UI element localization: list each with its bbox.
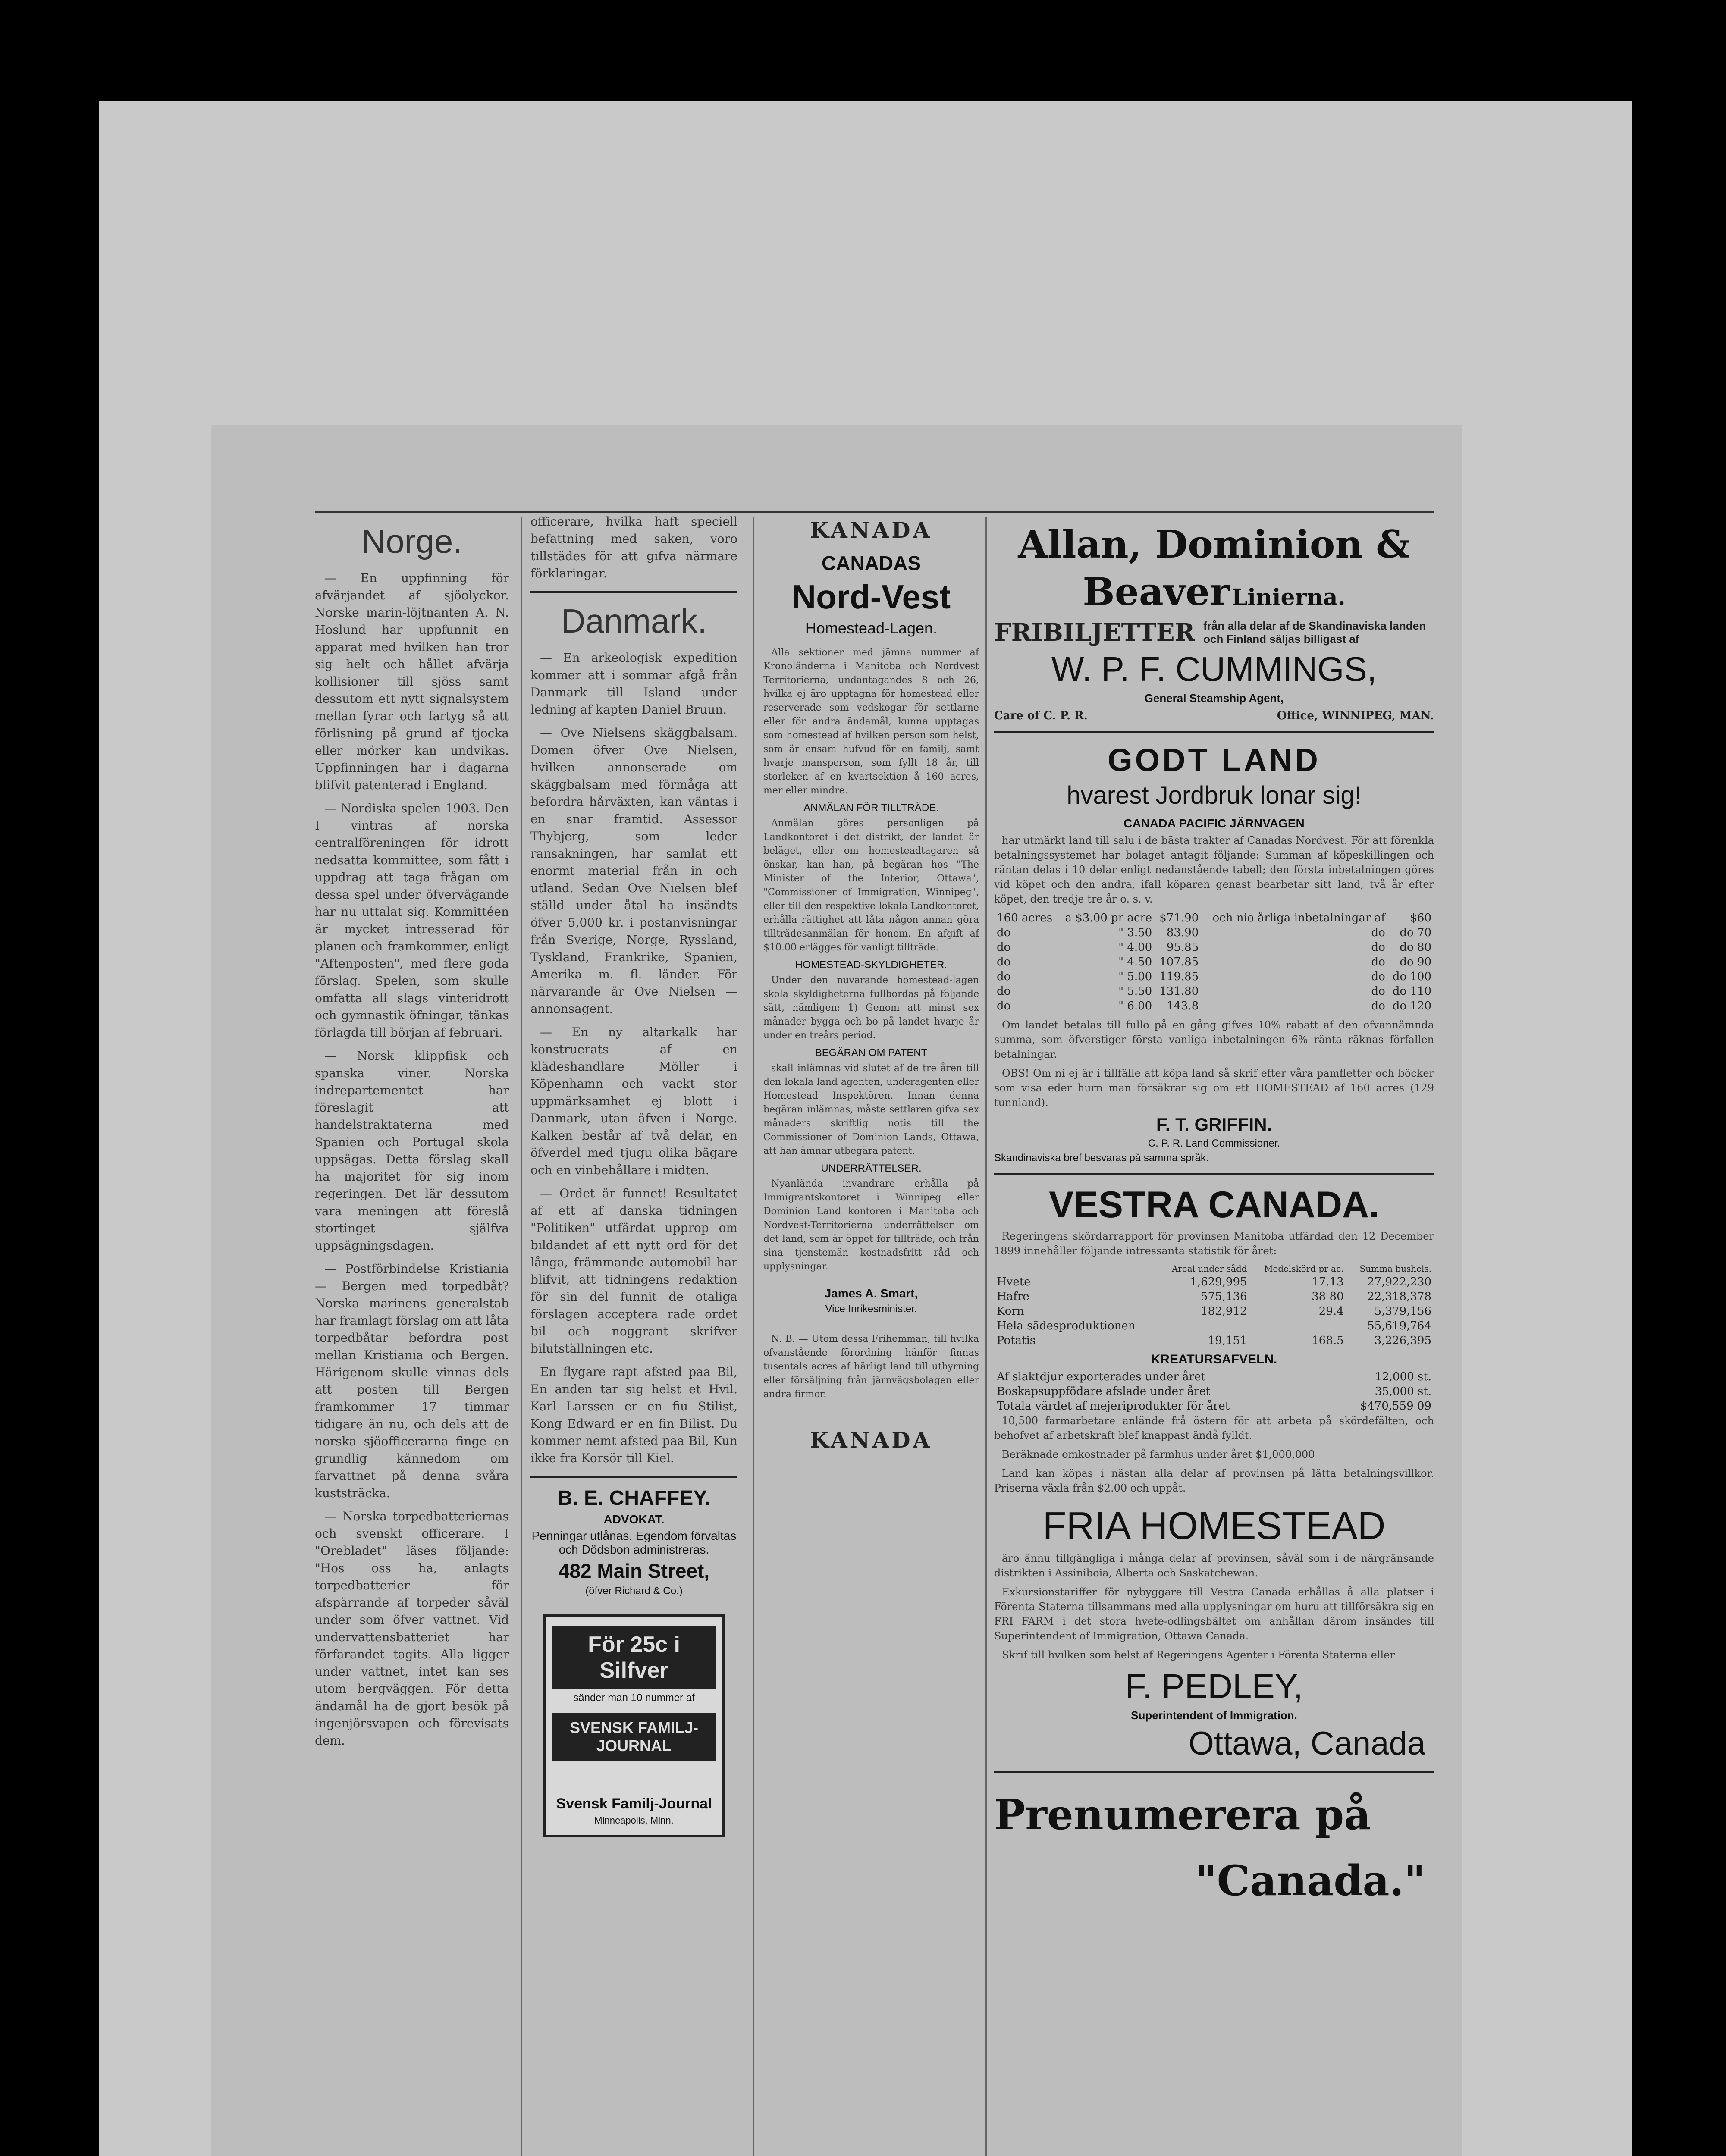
chaffey-ad [530, 1486, 737, 1597]
table-cell: do [1371, 985, 1385, 998]
column-rule [985, 517, 987, 2156]
section-divider [994, 1771, 1434, 1773]
fribiljetter-heading: FRIBILJETTER [994, 618, 1195, 647]
ad-title: SVENSK FAMILJ-JOURNAL [552, 1713, 716, 1761]
table-cell: 168.5 [1312, 1334, 1344, 1347]
table-cell: do 70 [1400, 926, 1431, 939]
table-cell: Korn [997, 1305, 1024, 1318]
godt-land-ad [994, 742, 1434, 1164]
table-cell: $60 [1410, 912, 1431, 924]
section-divider [530, 1476, 737, 1478]
pedley-title: Superintendent of Immigration. [1131, 1709, 1297, 1722]
section-title-danmark: Danmark. [561, 602, 707, 640]
kreatur-heading: KREATURSAFVELN. [1151, 1352, 1277, 1366]
table-cell: $71.90 [1159, 912, 1199, 924]
fria-homestead-heading: FRIA HOMESTEAD [1042, 1504, 1386, 1548]
cummings-name: W. P. F. CUMMINGS, [1051, 650, 1377, 688]
table-cell: Hela sädesproduktionen [997, 1319, 1136, 1332]
fria-text-2: Exkursionstariffer för nybyggare till Vestra Canada erhållas å alla platser i Förenta Staterna tillsammans med alla upplysningar om huru att tillförsäkra sig en FRI FARM i det stora hvete-odlingsbältet om anhållan därom insändes till Superintendent of Immigration, Ottawa Canada. [994, 1586, 1434, 1642]
allan-line-ad [994, 522, 1434, 722]
table-cell: do [1371, 926, 1385, 939]
table-cell: 55,619,764 [1367, 1319, 1431, 1332]
table-cell: Hvete [997, 1275, 1031, 1288]
cpr-after: Om landet betalas till fullo på en gång gifves 10% rabatt af den ofvannämnda summa, som öfverstiger första vanliga inbetalningen 6% ränta räknas förfallen betalningar. [994, 1019, 1434, 1060]
omkostnader-text: Beräknade omkostnader på farmhus under året $1,000,000 [1002, 1448, 1315, 1460]
table-cell: 143.8 [1166, 1000, 1199, 1012]
table-cell: 38 80 [1312, 1290, 1344, 1303]
heading-homestead-lagen: Homestead-Lagen. [805, 619, 938, 637]
section-divider [994, 1173, 1434, 1175]
table-cell: 19,151 [1208, 1334, 1247, 1347]
crop-row [994, 1275, 1434, 1289]
article-paragraph: — Postförbindelse Kristiania — Bergen med torpedbåt? Norska marinens generalstab har framlagt förslag om att låta torpedbåtar befordra post mellan Kristiania och Bergen. Härigenom skulle vinnas dels att posten till Bergen framkommer 17 timmar tidigare än nu, och dels att de norska sjöofficerarna finge en grundlig kännedom om farvattnet på denna svåra kuststräcka. [315, 1262, 509, 1500]
godt-land-subheading: hvarest Jordbruk lonar sig! [1067, 781, 1362, 809]
table-cell: do [997, 926, 1011, 939]
table-cell: 107.85 [1159, 956, 1199, 968]
column-homestead [763, 513, 979, 2156]
table-cell: do [997, 985, 1011, 998]
payment-row [994, 969, 1434, 984]
payment-table [994, 911, 1434, 1013]
obs-text: OBS! Om ni ej är i tillfälle att köpa land så skrif efter våra pamfletter och böcker som visa eder hurn man försäkrar sig om ett HOMESTEAD af 160 acres (129 tunnland). [994, 1067, 1434, 1109]
article-paragraph: En flygare rapt afsted paa Bil, En anden tar sig helst et Hvil. Karl Larssen er en fiu Stilist, Kong Edward er en fin Bilist. Du kommer nemt afsted paa Bil, Kun ikke fra Korsör till Kiel. [530, 1365, 737, 1465]
table-cell: 1,629,995 [1190, 1275, 1247, 1288]
ad-footer: Svensk Familj-Journal [556, 1796, 712, 1812]
canada-heading: "Canada." [1195, 1856, 1425, 1905]
ad-address-note: (öfver Richard & Co.) [585, 1585, 683, 1597]
table-cell: do 90 [1400, 956, 1431, 968]
table-cell: 12,000 st. [1375, 1370, 1431, 1383]
table-cell: a $3.00 pr acre [1065, 912, 1152, 924]
column-rule [521, 517, 522, 2156]
article-paragraph: — Nordiska spelen 1903. Den I vintras af norska centralföreningen för idrott nedsatta kommittee, som fått i uppdrag att taga frågan om dessa spel under öfvervägande har nu uttalat sig. Kommittéen är mycket intresserad för planen och framkommer, enligt "Aftenposten", med flere goda förslag. Spelen, som skulle omfatta all slags vinteridrott och gymnastik öfningar, tänkas förlagda till början af februari. [315, 801, 509, 1040]
vestra-canada-ad [994, 1184, 1434, 1762]
table-header-cell: Summa bushels. [1359, 1263, 1431, 1274]
table-cell: " 4.00 [1118, 941, 1152, 954]
section-divider [530, 591, 737, 593]
table-cell: 83.90 [1166, 926, 1199, 939]
table-cell: 3,226,395 [1374, 1334, 1431, 1347]
table-cell [1250, 1319, 1346, 1333]
table-header-cell [994, 1263, 1158, 1275]
column-advertisements [994, 513, 1434, 2156]
table-cell: do [1371, 1000, 1385, 1012]
article-paragraph: Nyanlända invandrare erhålla på Immigrantskontoret i Winnipeg eller Dominion Land kontoren i Manitoba och Nordvest-Territorierna underrättelser om det land, som är öppet för tillträde, och från sina tjenstemän kostnadsfritt råd och upplysningar. [763, 1178, 979, 1272]
kreatur-table [994, 1369, 1434, 1413]
table-cell: do [997, 956, 1011, 968]
subheading: ANMÄLAN FÖR TILLTRÄDE. [803, 802, 939, 814]
pedley-name: F. PEDLEY, [1125, 1667, 1303, 1705]
article-paragraph: — En arkeologisk expedition kommer att i sommar afgå från Danmark till Island under ledning af kapten Daniel Bruun. [530, 651, 737, 717]
section-divider [994, 731, 1434, 733]
beaver-heading: Beaver [1083, 569, 1230, 614]
table-cell: do 120 [1392, 1000, 1431, 1012]
heading-nordvest: Nord-Vest [791, 578, 951, 616]
column-norge [315, 513, 509, 2156]
skandinaviska-note: Skandinaviska bref besvaras på samma språk. [994, 1152, 1209, 1164]
article-paragraph: — Norska torpedbatteriernas och svenskt officerare. I "Orebladet" läses följande: "Hos oss ha, anlagts torpedbatterier för afspärrande af torpeder såväl under som öfver vattnet. Vid undervattensbatteriet har förfarandet tagits. Alla ligger under vattnet, intet kan ses utom bergväggen. För detta ändamål ha de gjort besök på ingenjörsvapen och förevisats dem. [315, 1509, 509, 1748]
kreatur-row [994, 1384, 1434, 1399]
subheading: BEGÄRAN OM PATENT [815, 1047, 928, 1059]
kreatur-row [994, 1399, 1434, 1413]
table-cell: " 5.50 [1118, 985, 1152, 998]
cummings-title: General Steamship Agent, [1144, 692, 1284, 705]
article-paragraph: — En ny altarkalk har konstruerats af en klädeshandlare Möller i Köpenhamn och vackt stor uppmärksamhet ej blott i Danmark, utan äfven i Norge. Kalken består af två delar, en öfverdel med tjugu olika bägare och en vinbehållare i midten. [530, 1025, 737, 1177]
article-paragraph: — En uppfinning för afvärjandet af sjöolyckor. Norske marin-löjtnanten A. N. Hoslund har uppfunnit en apparat med hvilken han tror sig helt och hållet afvärja kollisioner till sjöss samt dessutom ett nytt signalsystem mellan fyrar och fartyg så att förlisning på grund af tjocka eller mörker kan undvikas. Uppfinningen har i dagarna blifvit patenterad i England. [315, 571, 509, 792]
article-paragraph: Under den nuvarande homestead-lagen skola skyldigheterna fullbordas på följande sätt, nämligen: 1) Genom att minst sex månader bygga och bo på landet hvarje år under en treårs period. [763, 975, 979, 1041]
table-cell: do [997, 970, 1011, 983]
linierna-heading: Linierna. [1231, 584, 1346, 611]
table-cell: 182,912 [1201, 1305, 1247, 1318]
crop-table [994, 1263, 1434, 1348]
table-cell: " 6.00 [1118, 1000, 1152, 1012]
article-paragraph: — Norsk klippfisk och spanska viner. Norska indrepartementet har föreslagit att handelstraktaterna med Spanien och Portugal skola uppsägas. Detta förslag skall ha majoritet för sig inom regeringen. Det lär dessutom vara meningen att föreslå stortinget själfva uppsägningsdagen. [315, 1049, 509, 1253]
table-cell: 575,136 [1201, 1290, 1247, 1303]
table-cell: do [1371, 941, 1385, 954]
griffin-name: F. T. GRIFFIN. [1156, 1114, 1272, 1134]
table-cell: do [997, 941, 1011, 954]
table-cell: 160 acres [997, 912, 1053, 924]
crop-row [994, 1319, 1434, 1333]
table-cell: 5,379,156 [1374, 1305, 1431, 1318]
payment-row [994, 955, 1434, 969]
crop-row [994, 1289, 1434, 1304]
heading-canadas: CANADAS [822, 552, 921, 574]
ad-name: B. E. CHAFFEY. [557, 1487, 711, 1510]
ad-city: Minneapolis, Minn. [594, 1815, 674, 1826]
table-cell: do [1371, 970, 1385, 983]
payment-row [994, 984, 1434, 999]
ad-text: sänder man 10 nummer af [573, 1692, 695, 1704]
table-cell: 119.85 [1159, 970, 1199, 983]
table-header-cell: Medelskörd pr ac. [1264, 1263, 1344, 1274]
table-cell: Hafre [997, 1290, 1029, 1303]
ad-headline: För 25c i Silfver [552, 1626, 716, 1689]
payment-row [994, 925, 1434, 940]
article-paragraph: — Ordet är funnet! Resultatet af ett af danska tidningen "Politiken" utfärdat upprop om bildandet af ett nytt ord för det långa, främmande automobil har blifvit, att tidningens redaktion för sin del funnit de otaliga förslagen acceptera rade ordet bil och noggrant skrifver bilutställningen etc. [530, 1186, 737, 1356]
table-cell: Totala värdet af mejeriprodukter för året [997, 1400, 1230, 1413]
table-cell: och nio årliga inbetalningar af [1212, 912, 1385, 924]
article-paragraph: skall inlämnas vid slutet af de tre åren till den lokala land agenten, underagenten eller Homestead Inspektören. Innan denna begäran inlämnas, måste settlaren gifva sex månaders skriftlig notis till the Commissioner of Dominion Lands, Ottawa, att han ämnar utbegära patent. [763, 1063, 979, 1156]
kreatur-row [994, 1369, 1434, 1384]
signer-title: Vice Inrikesminister. [825, 1303, 917, 1315]
fribiljetter-text: från alla delar af de Skandinaviska landen och Finland säljas billigast af [1203, 619, 1426, 646]
office-text: Office, WINNIPEG, MAN. [1277, 709, 1434, 722]
godt-land-heading: GODT LAND [1108, 742, 1321, 778]
newspaper-page [211, 425, 1462, 2156]
allan-heading: Allan, Dominion & [1018, 522, 1410, 567]
table-cell: " 3.50 [1118, 926, 1152, 939]
article-paragraph: N. B. — Utom dessa Frihemman, till hvilka ofvanstående förordning hänför finnas tusentals acres af härligt land till uthyrning eller försäljning från järnvägsbolagen eller andra firmor. [763, 1334, 979, 1400]
table-header-cell: Areal under sådd [1171, 1263, 1247, 1274]
table-cell: Af slaktdjur exporterades under året [997, 1370, 1205, 1383]
signer-name: James A. Smart, [824, 1287, 918, 1300]
crop-row [994, 1304, 1434, 1319]
ad-text: Penningar utlånas. Egendom förvaltas och Dödsbon administreras. [531, 1529, 737, 1556]
care-of-text: Care of C. P. R. [994, 709, 1088, 722]
payment-row [994, 999, 1434, 1013]
table-cell: 17.13 [1312, 1275, 1344, 1288]
table-cell: do 100 [1392, 970, 1431, 983]
article-paragraph: Anmälan göres personligen på Landkontoret i det distrikt, der landet är beläget, eller om homesteadtagaren så önskar, kan han, på begäran hos "The Minister of the Interior, Ottawa", "Commissioner of Immigration, Winnipeg", eller till den respektive lokala Landkontoret, erhålla rättighet att låta någon annan göra tillträdesanmälan för honom. En afgift af $10.00 erlägges för vanligt tillträde. [763, 818, 979, 953]
table-cell: do 110 [1392, 985, 1431, 998]
table-cell: do [1371, 956, 1385, 968]
table-cell: 35,000 st. [1375, 1385, 1431, 1398]
table-cell: 27,922,230 [1367, 1275, 1431, 1288]
article-paragraph: officerare, hvilka haft speciell befattning med saken, voro tillstädes för att gifva närmare förklaringar. [530, 514, 737, 580]
table-cell: 22,318,378 [1367, 1290, 1431, 1303]
table-cell: Potatis [997, 1334, 1036, 1347]
familj-journal-ad [543, 1614, 725, 1837]
table-cell: Boskapsuppfödare afslade under året [997, 1385, 1211, 1398]
subheading: HOMESTEAD-SKYLDIGHETER. [795, 959, 948, 971]
ad-address: 482 Main Street, [558, 1560, 710, 1582]
column-rule [753, 517, 754, 2156]
skrif-text: Skrif till hvilken som helst af Regeringens Agenter i Förenta Staterna eller [1002, 1649, 1395, 1661]
table-cell: 131.80 [1159, 985, 1199, 998]
land-text: Land kan köpas i nästan alla delar af provinsen på lätta betalningsvillkor. Priserna växla från $2.00 och uppåt. [994, 1467, 1434, 1494]
cpr-heading: CANADA PACIFIC JÄRNVAGEN [1123, 817, 1305, 830]
payment-row [994, 940, 1434, 955]
ottawa-heading: Ottawa, Canada [1188, 1725, 1425, 1762]
prenumerera-heading: Prenumerera på [994, 1790, 1371, 1839]
payment-row [994, 911, 1434, 925]
ad-subtitle: ADVOKAT. [603, 1513, 665, 1526]
farmers-text: 10,500 farmarbetare anlände frå östern för att arbeta på skördefälten, och behofvet af arbetskraft blef knappast ändå fylldt. [994, 1415, 1434, 1442]
article-paragraph: — Ove Nielsens skäggbalsam. Domen öfver Ove Nielsen, hvilken annonserade om skäggbalsam med förmåga att befordra hårväxten, kan väntas i en snar framtid. Assessor Thybjerg, som leder ransakningen, har samlat ett enormt material från in och utland. Sedan Ove Nielsen blef ställd under åtal ha insändts öfver 5,000 kr. i postanvisningar från Sverige, Norge, Ryssland, Tyskland, Frankrike, Spanien, Amerika m. fl. länder. För närvarande är Ove Nielsen — annonsagent. [530, 726, 737, 1016]
ornament-top: KANADA [810, 517, 932, 543]
table-cell: do 80 [1400, 941, 1431, 954]
column-danmark [530, 513, 737, 2156]
table-cell: 95.85 [1166, 941, 1199, 954]
table-cell [1158, 1319, 1250, 1333]
subheading: UNDERRÄTTELSER. [821, 1163, 922, 1174]
vestra-canada-heading: VESTRA CANADA. [1048, 1184, 1380, 1225]
fria-text: äro ännu tillgängliga i många delar af provinsen, såväl som i de närgränsande distrikten i Assiniboia, Alberta och Saskatchewan. [994, 1552, 1434, 1579]
griffin-title: C. P. R. Land Commissioner. [1148, 1138, 1280, 1149]
table-cell: $470,559 09 [1360, 1400, 1431, 1413]
crop-row [994, 1333, 1434, 1348]
table-cell: 29.4 [1318, 1305, 1344, 1318]
ornament-bottom: KANADA [810, 1427, 932, 1453]
section-title-norge: Norge. [361, 522, 463, 560]
table-cell: " 4.50 [1118, 956, 1152, 968]
cpr-text: har utmärkt land till salu i de bästa trakter af Canadas Nordvest. För att förenkla betalningssystemet har bolaget antagit följande: Summan af köpeskillingen och räntan delas i 10 delar enligt nedanstående tabell; den första inbetalningen göres vid köpet och den andra, ifall köparen genast bearbetar sitt land, två år efter köpet, den tredje tre år o. s. v. [994, 834, 1434, 905]
article-paragraph: Alla sektioner med jämna nummer af Kronoländerna i Manitoba och Nordvest Territorierna, undantagandes 8 och 26, hvilka ej äro upptagna för homestead eller reserverade som vedskogar för settlarne eller för andra ändamål, kunna upptagas som homestead af hvilken person som helst, som är ensam hufvud för en familj, samt hvarje mansperson, som fyllt 18 år, till storleken af en kvartsektion å 160 acres, mer eller mindre. [763, 647, 979, 796]
table-cell: " 5.00 [1118, 970, 1152, 983]
table-header-row [994, 1263, 1434, 1275]
vestra-intro: Regeringens skördarrapport för provinsen Manitoba utfärdad den 12 December 1899 innehåller följande intressanta statistik för året: [994, 1230, 1434, 1257]
table-cell: do [997, 1000, 1011, 1012]
